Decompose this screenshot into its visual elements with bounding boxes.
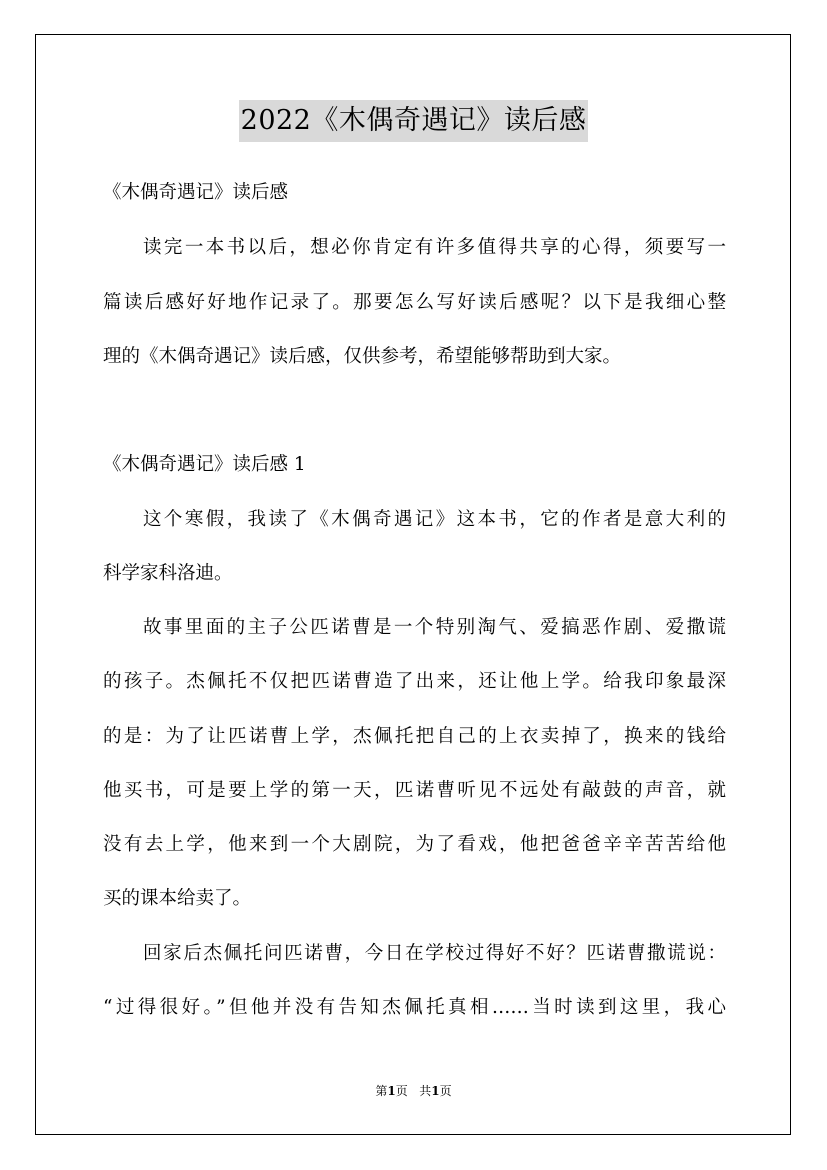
paragraph-line: 篇读后感好好地作记录了。那要怎么写好读后感呢？以下是我细心整 [103,292,726,313]
section-heading: 《木偶奇遇记》读后感 1 [103,454,306,475]
paragraph-line: “过得很好。”但他并没有告知杰佩托真相……当时读到这里，我心 [103,997,726,1018]
total-label-suffix: 页 [439,1084,452,1098]
document-title: 2022《木偶奇遇记》读后感 [239,100,589,142]
paragraph-line: 这个寒假，我读了《木偶奇遇记》这本书，它的作者是意大利的 [143,509,726,530]
title-container [0,100,827,142]
paragraph-line: 的是：为了让匹诺曹上学，杰佩托把自己的上衣卖掉了，换来的钱给 [103,726,726,747]
total-label-prefix: 共 [419,1084,432,1098]
paragraph-line: 故事里面的主子公匹诺曹是一个特别淘气、爱搞恶作剧、爱撒谎 [143,617,726,638]
paragraph-line: 读完一本书以后，想必你肯定有许多值得共享的心得，须要写一 [143,237,726,258]
paragraph-line: 买的课本给卖了。 [103,888,252,909]
paragraph-line: 的孩子。杰佩托不仅把匹诺曹造了出来，还让他上学。给我印象最深 [103,671,726,692]
paragraph-line: 他买书，可是要上学的第一天，匹诺曹听见不远处有敲鼓的声音，就 [103,780,726,801]
paragraph-line: 回家后杰佩托问匹诺曹，今日在学校过得好不好？匹诺曹撒谎说： [143,943,726,964]
section-heading: 《木偶奇遇记》读后感 [103,182,289,203]
paragraph-line: 科学家科洛迪。 [103,563,233,584]
total-pages: 1 [431,1084,440,1098]
page-footer [0,1083,827,1099]
page-label-prefix: 第 [375,1084,388,1098]
paragraph-line: 理的《木偶奇遇记》读后感，仅供参考，希望能够帮助到大家。 [103,346,622,367]
page-number: 1 [387,1084,396,1098]
page-label-suffix: 页 [395,1084,408,1098]
paragraph-line: 没有去上学，他来到一个大剧院，为了看戏，他把爸爸辛辛苦苦给他 [103,834,726,855]
